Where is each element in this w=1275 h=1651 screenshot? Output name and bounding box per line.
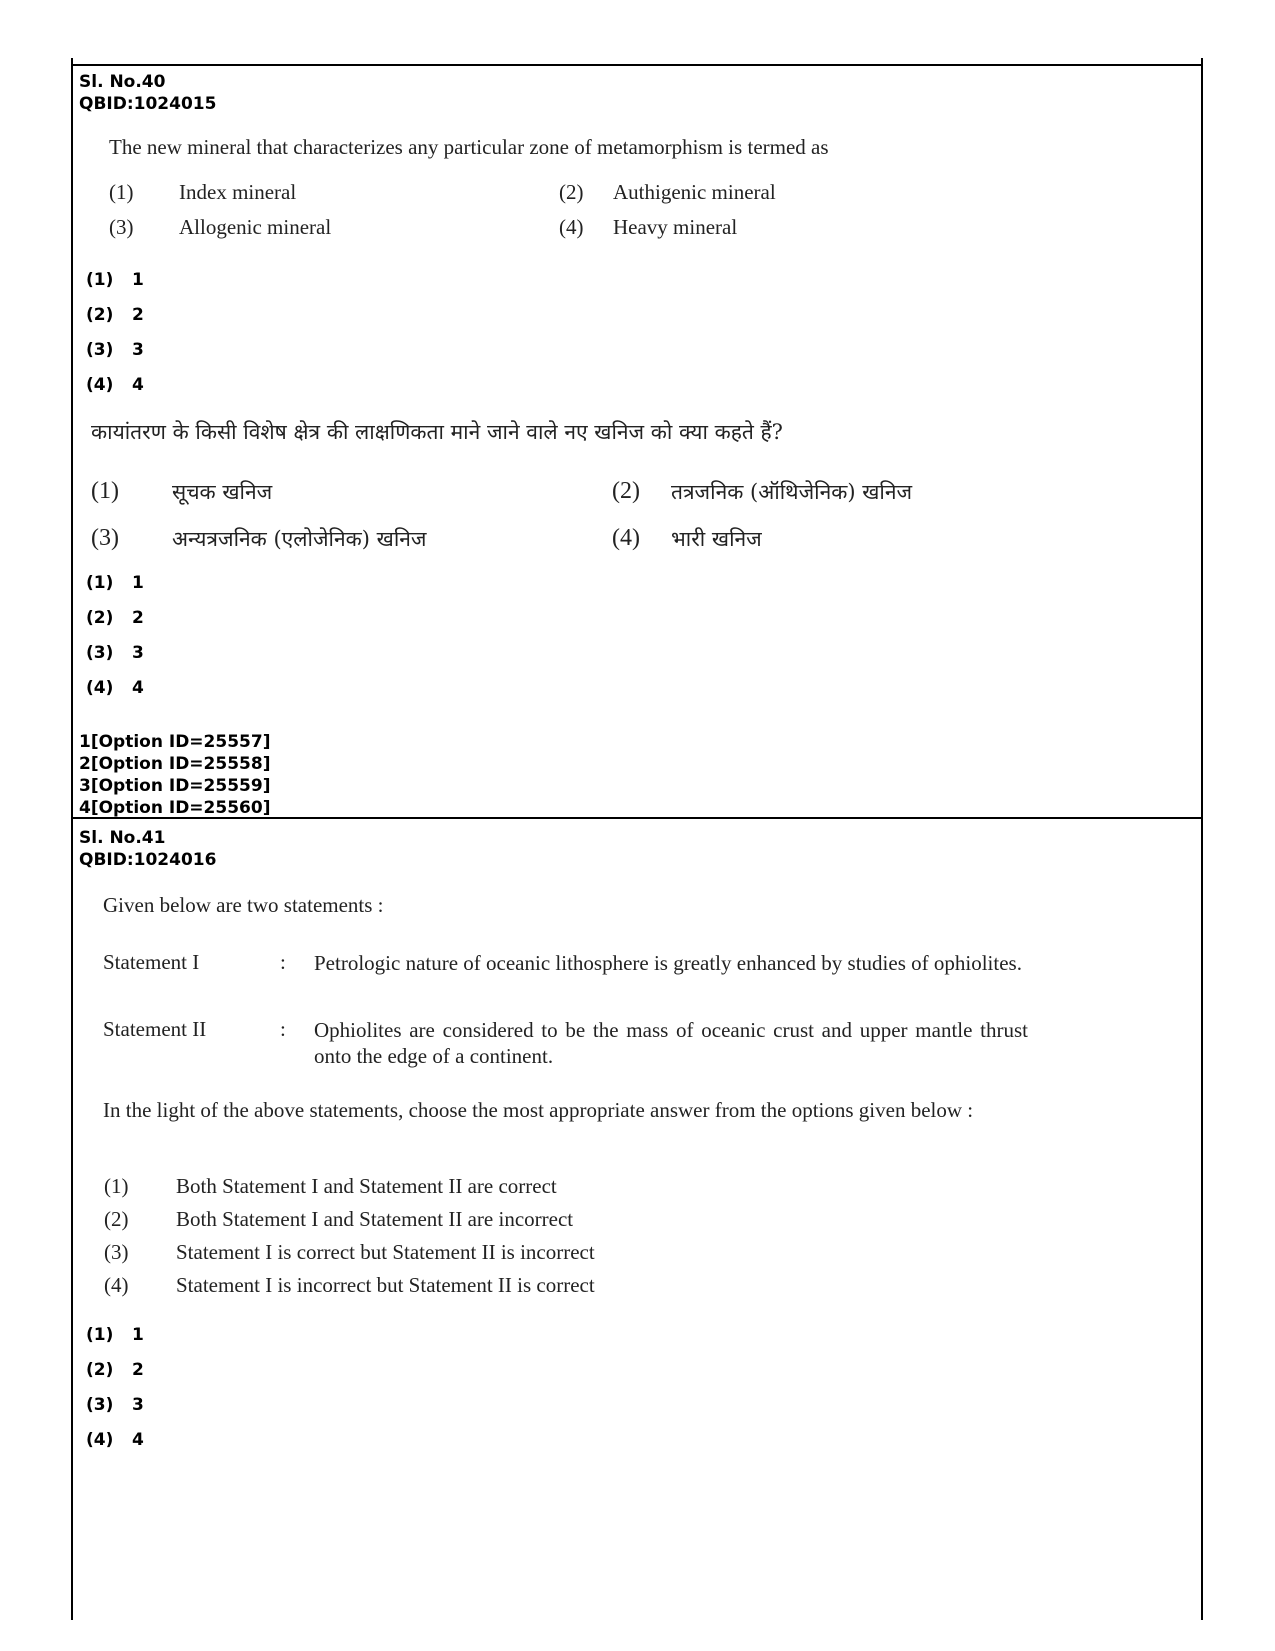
answer-choice[interactable] bbox=[86, 270, 144, 290]
option-text-4: Statement I is incorrect but Statement II is correct bbox=[176, 1273, 595, 1297]
answer-value: 3 bbox=[132, 1395, 144, 1415]
option-num-hi-2: (2) bbox=[612, 478, 640, 504]
answer-choice[interactable] bbox=[86, 305, 144, 325]
answer-choice[interactable] bbox=[86, 608, 144, 628]
statement-label-1: Statement I bbox=[103, 950, 200, 974]
qbid: QBID:1024016 bbox=[79, 850, 217, 870]
answer-choice[interactable] bbox=[86, 1430, 144, 1450]
option-text-hi-3: अन्यत्रजनिक (एलोजेनिक) खनिज bbox=[172, 527, 427, 551]
statement-text-1: Petrologic nature of oceanic lithosphere is greatly enhanced by studies of ophiolites. bbox=[314, 951, 1022, 975]
statement-colon-1: : bbox=[280, 950, 286, 974]
option-id: 2[Option ID=25558] bbox=[79, 754, 271, 774]
right-border bbox=[1201, 58, 1203, 1620]
answer-num: (4) bbox=[86, 375, 114, 395]
option-text-en-4: Heavy mineral bbox=[613, 215, 738, 239]
answer-choice[interactable] bbox=[86, 1360, 144, 1380]
answer-num: (2) bbox=[86, 608, 114, 628]
answer-choice[interactable] bbox=[86, 1325, 144, 1345]
option-num-hi-4: (4) bbox=[612, 525, 640, 551]
statements-intro: Given below are two statements : bbox=[103, 893, 384, 917]
statement-colon-2: : bbox=[280, 1017, 286, 1041]
answer-value: 1 bbox=[132, 573, 144, 593]
option-text-en-2: Authigenic mineral bbox=[613, 180, 776, 204]
option-num-1: (1) bbox=[104, 1174, 129, 1198]
answer-value: 4 bbox=[132, 678, 144, 698]
option-text-hi-2: तत्रजनिक (ऑथिजेनिक) खनिज bbox=[671, 480, 913, 504]
answer-num: (2) bbox=[86, 1360, 114, 1380]
answer-num: (2) bbox=[86, 305, 114, 325]
option-text-en-3: Allogenic mineral bbox=[179, 215, 332, 239]
answer-choice[interactable] bbox=[86, 573, 144, 593]
answer-num: (1) bbox=[86, 573, 114, 593]
option-text-hi-4: भारी खनिज bbox=[671, 527, 762, 551]
option-id: 4[Option ID=25560] bbox=[79, 798, 271, 818]
answer-choice[interactable] bbox=[86, 340, 144, 360]
answer-num: (1) bbox=[86, 1325, 114, 1345]
answer-value: 2 bbox=[132, 608, 144, 628]
option-num-2: (2) bbox=[104, 1207, 129, 1231]
serial-number: Sl. No.40 bbox=[79, 72, 166, 92]
answer-value: 1 bbox=[132, 1325, 144, 1345]
option-num-hi-1: (1) bbox=[91, 478, 119, 504]
left-border bbox=[71, 58, 73, 1620]
answer-value: 2 bbox=[132, 1360, 144, 1380]
option-num-3: (3) bbox=[104, 1240, 129, 1264]
option-text-3: Statement I is correct but Statement II is incorrect bbox=[176, 1240, 595, 1264]
answer-value: 4 bbox=[132, 375, 144, 395]
option-text-hi-1: सूचक खनिज bbox=[172, 480, 273, 504]
option-text-2: Both Statement I and Statement II are incorrect bbox=[176, 1207, 574, 1231]
option-num-en-4: (4) bbox=[559, 215, 584, 239]
answer-value: 3 bbox=[132, 643, 144, 663]
answer-value: 3 bbox=[132, 340, 144, 360]
answer-num: (3) bbox=[86, 643, 114, 663]
option-num-4: (4) bbox=[104, 1273, 129, 1297]
answer-choice[interactable] bbox=[86, 375, 144, 395]
answer-num: (3) bbox=[86, 340, 114, 360]
answer-choice[interactable] bbox=[86, 678, 144, 698]
option-num-en-1: (1) bbox=[109, 180, 134, 204]
option-id: 3[Option ID=25559] bbox=[79, 776, 271, 796]
question-text-en: The new mineral that characterizes any particular zone of metamorphism is termed as bbox=[109, 135, 829, 159]
serial-number: Sl. No.41 bbox=[79, 828, 166, 848]
answer-choice[interactable] bbox=[86, 1395, 144, 1415]
answer-value: 2 bbox=[132, 305, 144, 325]
instruction-text: In the light of the above statements, choose the most appropriate answer from the options given below : bbox=[103, 1098, 974, 1122]
option-id: 1[Option ID=25557] bbox=[79, 732, 271, 752]
option-text-1: Both Statement I and Statement II are correct bbox=[176, 1174, 557, 1198]
answer-value: 4 bbox=[132, 1430, 144, 1450]
answer-num: (3) bbox=[86, 1395, 114, 1415]
question-text-hi: कायांतरण के किसी विशेष क्षेत्र की लाक्षणिकता माने जाने वाले नए खनिज को क्या कहते हैं? bbox=[91, 420, 783, 444]
answer-num: (4) bbox=[86, 1430, 114, 1450]
qbid: QBID:1024015 bbox=[79, 94, 217, 114]
option-num-hi-3: (3) bbox=[91, 525, 119, 551]
answer-num: (1) bbox=[86, 270, 114, 290]
statement-text-2: Ophiolites are considered to be the mass of oceanic crust and upper mantle thrust onto the edge of a continent. bbox=[314, 1018, 1028, 1068]
statement-label-2: Statement II bbox=[103, 1017, 207, 1041]
top-border bbox=[71, 64, 1203, 66]
option-num-en-2: (2) bbox=[559, 180, 584, 204]
option-num-en-3: (3) bbox=[109, 215, 134, 239]
answer-value: 1 bbox=[132, 270, 144, 290]
option-text-en-1: Index mineral bbox=[179, 180, 297, 204]
answer-choice[interactable] bbox=[86, 643, 144, 663]
answer-num: (4) bbox=[86, 678, 114, 698]
